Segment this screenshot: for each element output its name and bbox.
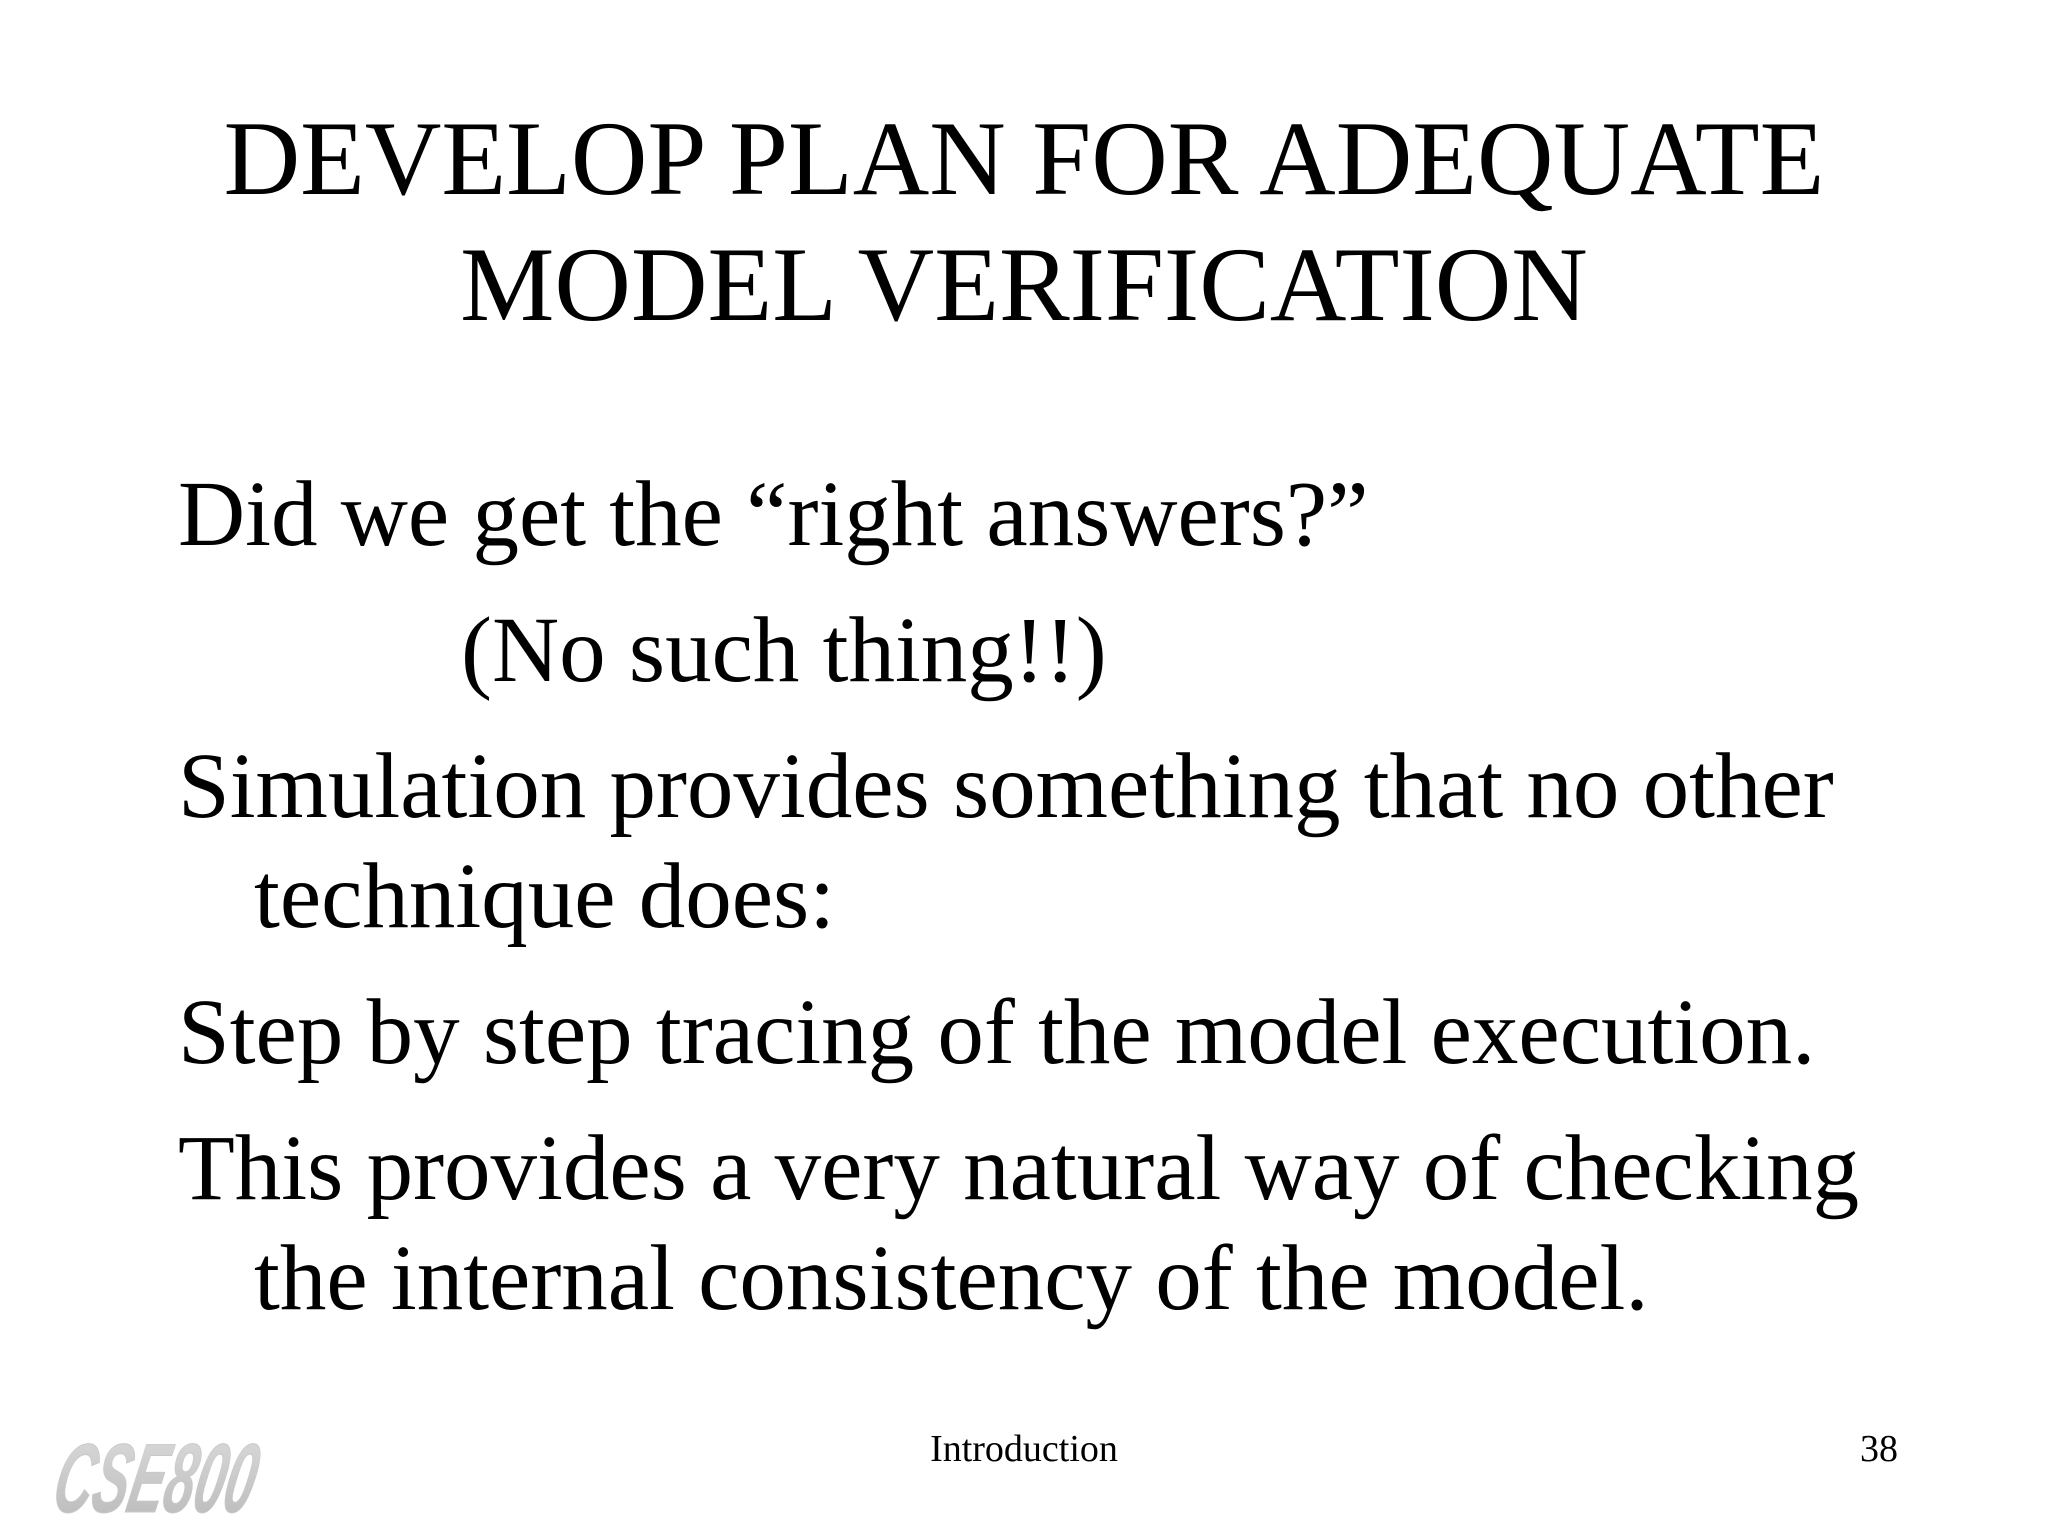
slide-title [0, 96, 2048, 348]
body-paragraph-3: Simulation provides something that no other technique does: [178, 735, 1834, 948]
title-line-1: DEVELOP PLAN FOR ADEQUATE [223, 100, 1825, 217]
body-paragraph-4: Step by step tracing of the model execution. [178, 981, 1816, 1084]
footer-label: Introduction [930, 1428, 1118, 1470]
body-paragraph-5: This provides a very natural way of checking the internal consistency of the model. [178, 1117, 1860, 1330]
slide-body [178, 460, 1978, 1334]
body-paragraph-2: (No such thing!!) [461, 599, 1107, 702]
page-number: 38 [1860, 1428, 1898, 1470]
title-line-2: MODEL VERIFICATION [460, 226, 1588, 343]
body-paragraph-1: Did we get the “right answers?” [178, 463, 1369, 566]
svg-text:CSE800: CSE800 [44, 1423, 434, 1534]
